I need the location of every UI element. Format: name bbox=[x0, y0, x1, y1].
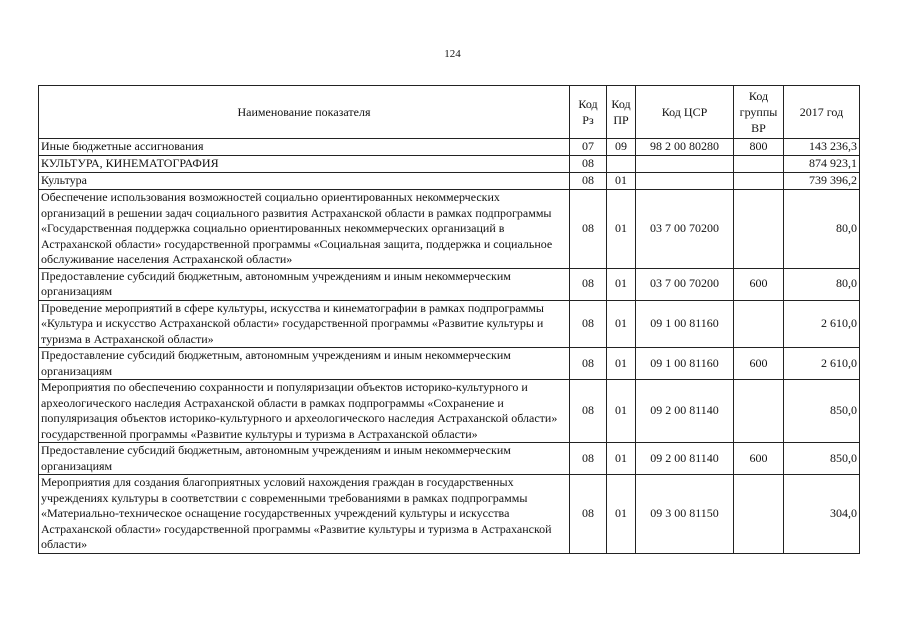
row-rz: 08 bbox=[570, 443, 607, 475]
row-vr bbox=[734, 156, 784, 173]
row-rz: 08 bbox=[570, 380, 607, 443]
row-vr bbox=[734, 173, 784, 190]
header-year: 2017 год bbox=[784, 86, 860, 139]
table-row bbox=[39, 190, 860, 269]
row-pr: 01 bbox=[607, 190, 636, 269]
row-vr: 600 bbox=[734, 443, 784, 475]
table-row bbox=[39, 300, 860, 348]
row-amount: 850,0 bbox=[784, 443, 860, 475]
row-pr: 01 bbox=[607, 268, 636, 300]
row-pr bbox=[607, 156, 636, 173]
row-amount: 304,0 bbox=[784, 475, 860, 554]
page-number: 124 bbox=[444, 48, 461, 60]
header-name: Наименование показателя bbox=[39, 86, 570, 139]
table-row bbox=[39, 139, 860, 156]
row-rz: 08 bbox=[570, 348, 607, 380]
row-amount: 874 923,1 bbox=[784, 156, 860, 173]
table-row bbox=[39, 156, 860, 173]
row-vr bbox=[734, 300, 784, 348]
row-name: Обеспечение использования возможностей социально ориентированных некоммерческих организаций в решении задач социального развития Астраханской области в рамках подпрограммы «Государственная поддержка социально ориентированных некоммерческих организаций в Астраханской области» государственной программы «Социальная защита, поддержка и социальное обслуживание населения Астраханской области» bbox=[39, 190, 570, 269]
row-vr bbox=[734, 380, 784, 443]
row-pr: 01 bbox=[607, 348, 636, 380]
row-vr bbox=[734, 190, 784, 269]
row-rz: 08 bbox=[570, 156, 607, 173]
row-name: Культура bbox=[39, 173, 570, 190]
row-rz: 08 bbox=[570, 300, 607, 348]
row-pr: 01 bbox=[607, 443, 636, 475]
row-vr: 800 bbox=[734, 139, 784, 156]
row-vr: 600 bbox=[734, 348, 784, 380]
row-name: Предоставление субсидий бюджетным, автономным учреждениям и иным некоммерческим организациям bbox=[39, 443, 570, 475]
row-csr: 98 2 00 80280 bbox=[636, 139, 734, 156]
row-amount: 80,0 bbox=[784, 268, 860, 300]
row-csr: 09 1 00 81160 bbox=[636, 300, 734, 348]
row-amount: 80,0 bbox=[784, 190, 860, 269]
row-vr: 600 bbox=[734, 268, 784, 300]
table-header-row bbox=[39, 86, 860, 139]
row-amount: 2 610,0 bbox=[784, 300, 860, 348]
row-vr bbox=[734, 475, 784, 554]
row-amount: 143 236,3 bbox=[784, 139, 860, 156]
row-name: Предоставление субсидий бюджетным, автономным учреждениям и иным некоммерческим организациям bbox=[39, 348, 570, 380]
header-rz: Код Рз bbox=[570, 86, 607, 139]
table-row bbox=[39, 348, 860, 380]
header-csr: Код ЦСР bbox=[636, 86, 734, 139]
row-csr: 09 2 00 81140 bbox=[636, 443, 734, 475]
row-rz: 07 bbox=[570, 139, 607, 156]
row-amount: 2 610,0 bbox=[784, 348, 860, 380]
row-rz: 08 bbox=[570, 475, 607, 554]
row-amount: 850,0 bbox=[784, 380, 860, 443]
row-pr: 09 bbox=[607, 139, 636, 156]
row-csr bbox=[636, 173, 734, 190]
row-name: Предоставление субсидий бюджетным, автономным учреждениям и иным некоммерческим организациям bbox=[39, 268, 570, 300]
row-csr: 03 7 00 70200 bbox=[636, 190, 734, 269]
row-csr bbox=[636, 156, 734, 173]
row-rz: 08 bbox=[570, 190, 607, 269]
row-rz: 08 bbox=[570, 173, 607, 190]
header-vr: Код группы ВР bbox=[734, 86, 784, 139]
row-csr: 09 1 00 81160 bbox=[636, 348, 734, 380]
row-name: Иные бюджетные ассигнования bbox=[39, 139, 570, 156]
row-name: Мероприятия для создания благоприятных условий нахождения граждан в государственных учреждениях культуры в соответствии с современными требованиями в рамках подпрограммы «Материально-техническое оснащение государственных учреждений культуры и искусства Астраханской области» государственной программы «Развитие культуры и туризма в Астраханской области» bbox=[39, 475, 570, 554]
row-csr: 09 2 00 81140 bbox=[636, 380, 734, 443]
budget-table bbox=[38, 85, 860, 554]
row-csr: 09 3 00 81150 bbox=[636, 475, 734, 554]
table-row bbox=[39, 475, 860, 554]
row-pr: 01 bbox=[607, 173, 636, 190]
table-row bbox=[39, 268, 860, 300]
table-row bbox=[39, 380, 860, 443]
row-rz: 08 bbox=[570, 268, 607, 300]
row-pr: 01 bbox=[607, 300, 636, 348]
row-amount: 739 396,2 bbox=[784, 173, 860, 190]
row-pr: 01 bbox=[607, 380, 636, 443]
row-name: КУЛЬТУРА, КИНЕМАТОГРАФИЯ bbox=[39, 156, 570, 173]
header-pr: Код ПР bbox=[607, 86, 636, 139]
table-row bbox=[39, 173, 860, 190]
row-csr: 03 7 00 70200 bbox=[636, 268, 734, 300]
row-pr: 01 bbox=[607, 475, 636, 554]
row-name: Проведение мероприятий в сфере культуры, искусства и кинематографии в рамках подпрограммы «Культура и искусство Астраханской области» государственной программы «Развитие культуры и туризма в Астраханской области» bbox=[39, 300, 570, 348]
row-name: Мероприятия по обеспечению сохранности и популяризации объектов историко-культурного и археологического наследия Астраханской области в рамках подпрограммы «Сохранение и популяризация объектов историко-культурного и археологического наследия Астраханской области» государственной программы «Развитие культуры и туризма в Астраханской области» bbox=[39, 380, 570, 443]
table-row bbox=[39, 443, 860, 475]
